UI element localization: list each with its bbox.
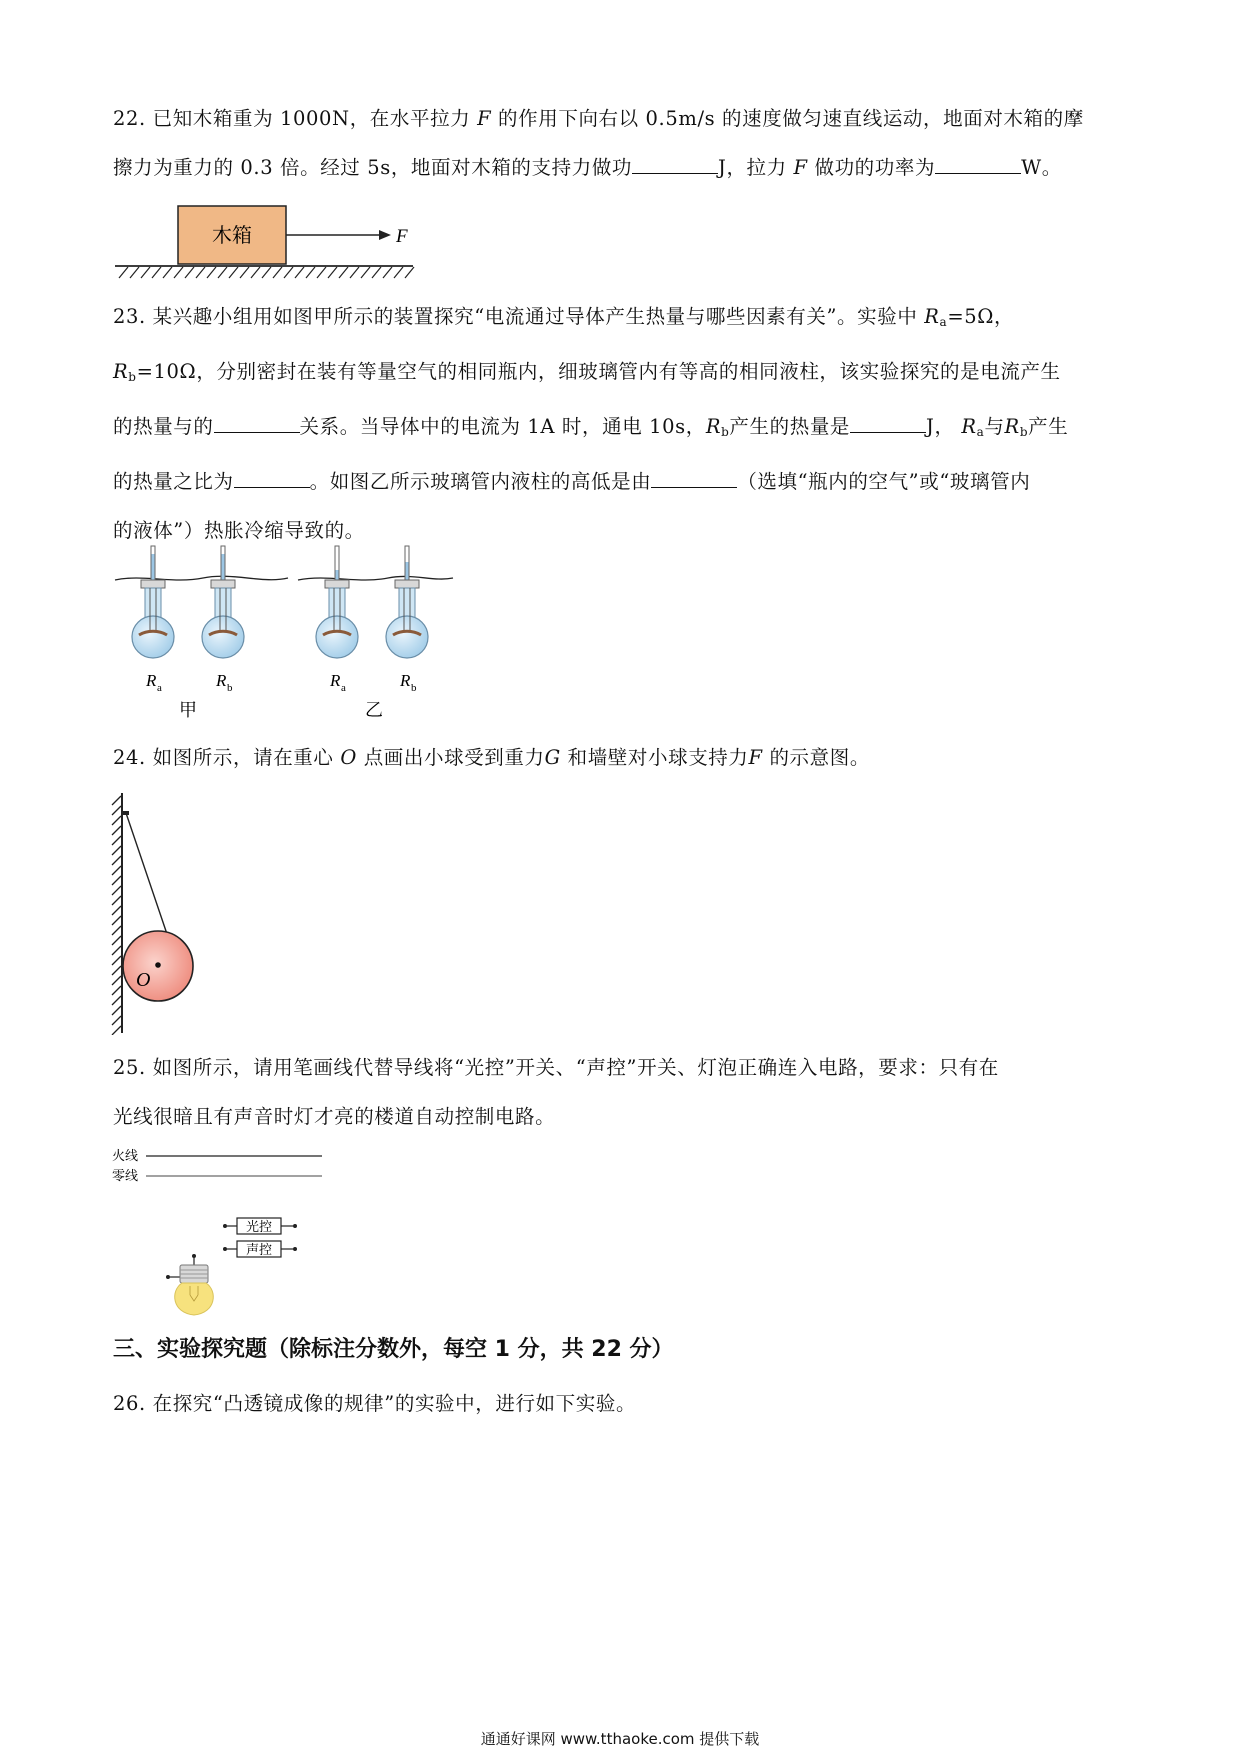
q22-line-1: 22. 已知木箱重为 1000N，在水平拉力 F 的作用下向右以 0.5m/s 的速度做匀速直线运动，地面对木箱的摩 [113, 107, 1084, 130]
flask-4 [386, 546, 428, 658]
q23-line-1: 23. 某兴趣小组用如图甲所示的装置探究“电流通过导体产生热量与哪些因素有关”。实验中 $R_a=5\Omega$， [113, 305, 1015, 329]
label-ra-jia-sub: a [157, 682, 162, 694]
ground-hatch [119, 267, 414, 278]
q25-circuit-figure [110, 1143, 330, 1323]
cover-line-yi [298, 576, 453, 580]
q22-line-2: 擦力为重力的 0.3 倍。经过 5s，地面对木箱的支持力做功 J，拉力 F 做功的功率为 W。 [113, 143, 1133, 192]
cover-line-jia [115, 576, 288, 580]
wall-hatch [112, 796, 121, 1035]
page-footer: 通通好课网 www.tthaoke.com 提供下载 [480, 1730, 760, 1748]
q22-blank-2[interactable] [935, 151, 1021, 174]
q23-blank-1[interactable] [214, 410, 300, 433]
rope [126, 813, 168, 937]
live-wire-label: 火线 [112, 1148, 139, 1163]
question-22 [113, 94, 1133, 192]
q24-ball-wall-figure [108, 790, 218, 1035]
q23-blank-4[interactable] [651, 465, 737, 488]
label-rb-yi-sub: b [411, 682, 417, 694]
q23-flask-figure [113, 540, 463, 720]
label-ra-yi-sub: a [341, 682, 346, 694]
q25-line-1: 25. 如图所示，请用笔画线代替导线将“光控”开关、“声控”开关、灯泡正确连入电路，要求：只有在 [113, 1056, 999, 1079]
q25-line-2: 光线很暗且有声音时灯才亮的楼道自动控制电路。 [113, 1105, 556, 1128]
force-label: F [396, 226, 408, 247]
neutral-wire-label: 零线 [112, 1168, 139, 1183]
label-rb-jia: R [216, 671, 227, 690]
label-ra-jia: R [146, 671, 157, 690]
question-24 [113, 733, 1133, 782]
light-bulb-icon[interactable] [166, 1254, 213, 1315]
q23-line-3: 的热量与的 关系。当导体中的电流为 1A 时，通电 10s，$R_b$产生的热量是 J， $R_a$与$R_b$产生 [113, 402, 1133, 457]
label-rb-jia-sub: b [227, 682, 233, 694]
q23-line-5: 的液体”）热胀冷缩导致的。 [113, 519, 365, 542]
flask-2 [202, 546, 244, 658]
ball-center-label: O [136, 969, 151, 991]
question-23 [113, 292, 1133, 555]
q23-line-4: 的热量之比为 。如图乙所示玻璃管内液柱的高低是由 （选填“瓶内的空气”或“玻璃管内 [113, 457, 1133, 506]
center-of-gravity-point [155, 962, 161, 968]
light-switch-label: 光控 [245, 1219, 273, 1234]
force-arrowhead-icon [379, 230, 391, 240]
label-ra-yi: R [330, 671, 341, 690]
light-control-switch[interactable] [223, 1218, 297, 1234]
label-rb-yi: R [400, 671, 411, 690]
q23-line-2: $R_b=10\Omega$，分别密封在装有等量空气的相同瓶内，细玻璃管内有等高的相同液柱，该实验探究的是电流产生 [113, 360, 1061, 384]
label-yi: 乙 [365, 700, 383, 720]
q22-blank-1[interactable] [632, 151, 718, 174]
section-3-heading: 三、实验探究题（除标注分数外，每空 1 分，共 22 分） [113, 1337, 674, 1362]
sound-switch-label: 声控 [245, 1242, 273, 1257]
flask-3 [316, 546, 358, 658]
question-26 [113, 1379, 1133, 1428]
label-jia: 甲 [179, 700, 197, 720]
wooden-box-label: 木箱 [212, 225, 252, 247]
flask-1 [132, 546, 174, 658]
q24-line-1: 24. 如图所示，请在重心 O 点画出小球受到重力G 和墙壁对小球支持力F 的示意图。 [113, 746, 870, 769]
question-25 [113, 1043, 1133, 1141]
q23-blank-2[interactable] [850, 410, 926, 433]
q26-line-1: 26. 在探究“凸透镜成像的规律”的实验中，进行如下实验。 [113, 1392, 637, 1415]
q22-wooden-box-figure [113, 200, 423, 280]
q23-blank-3[interactable] [234, 465, 310, 488]
wall-nail [122, 811, 129, 815]
sound-control-switch[interactable] [223, 1241, 297, 1257]
